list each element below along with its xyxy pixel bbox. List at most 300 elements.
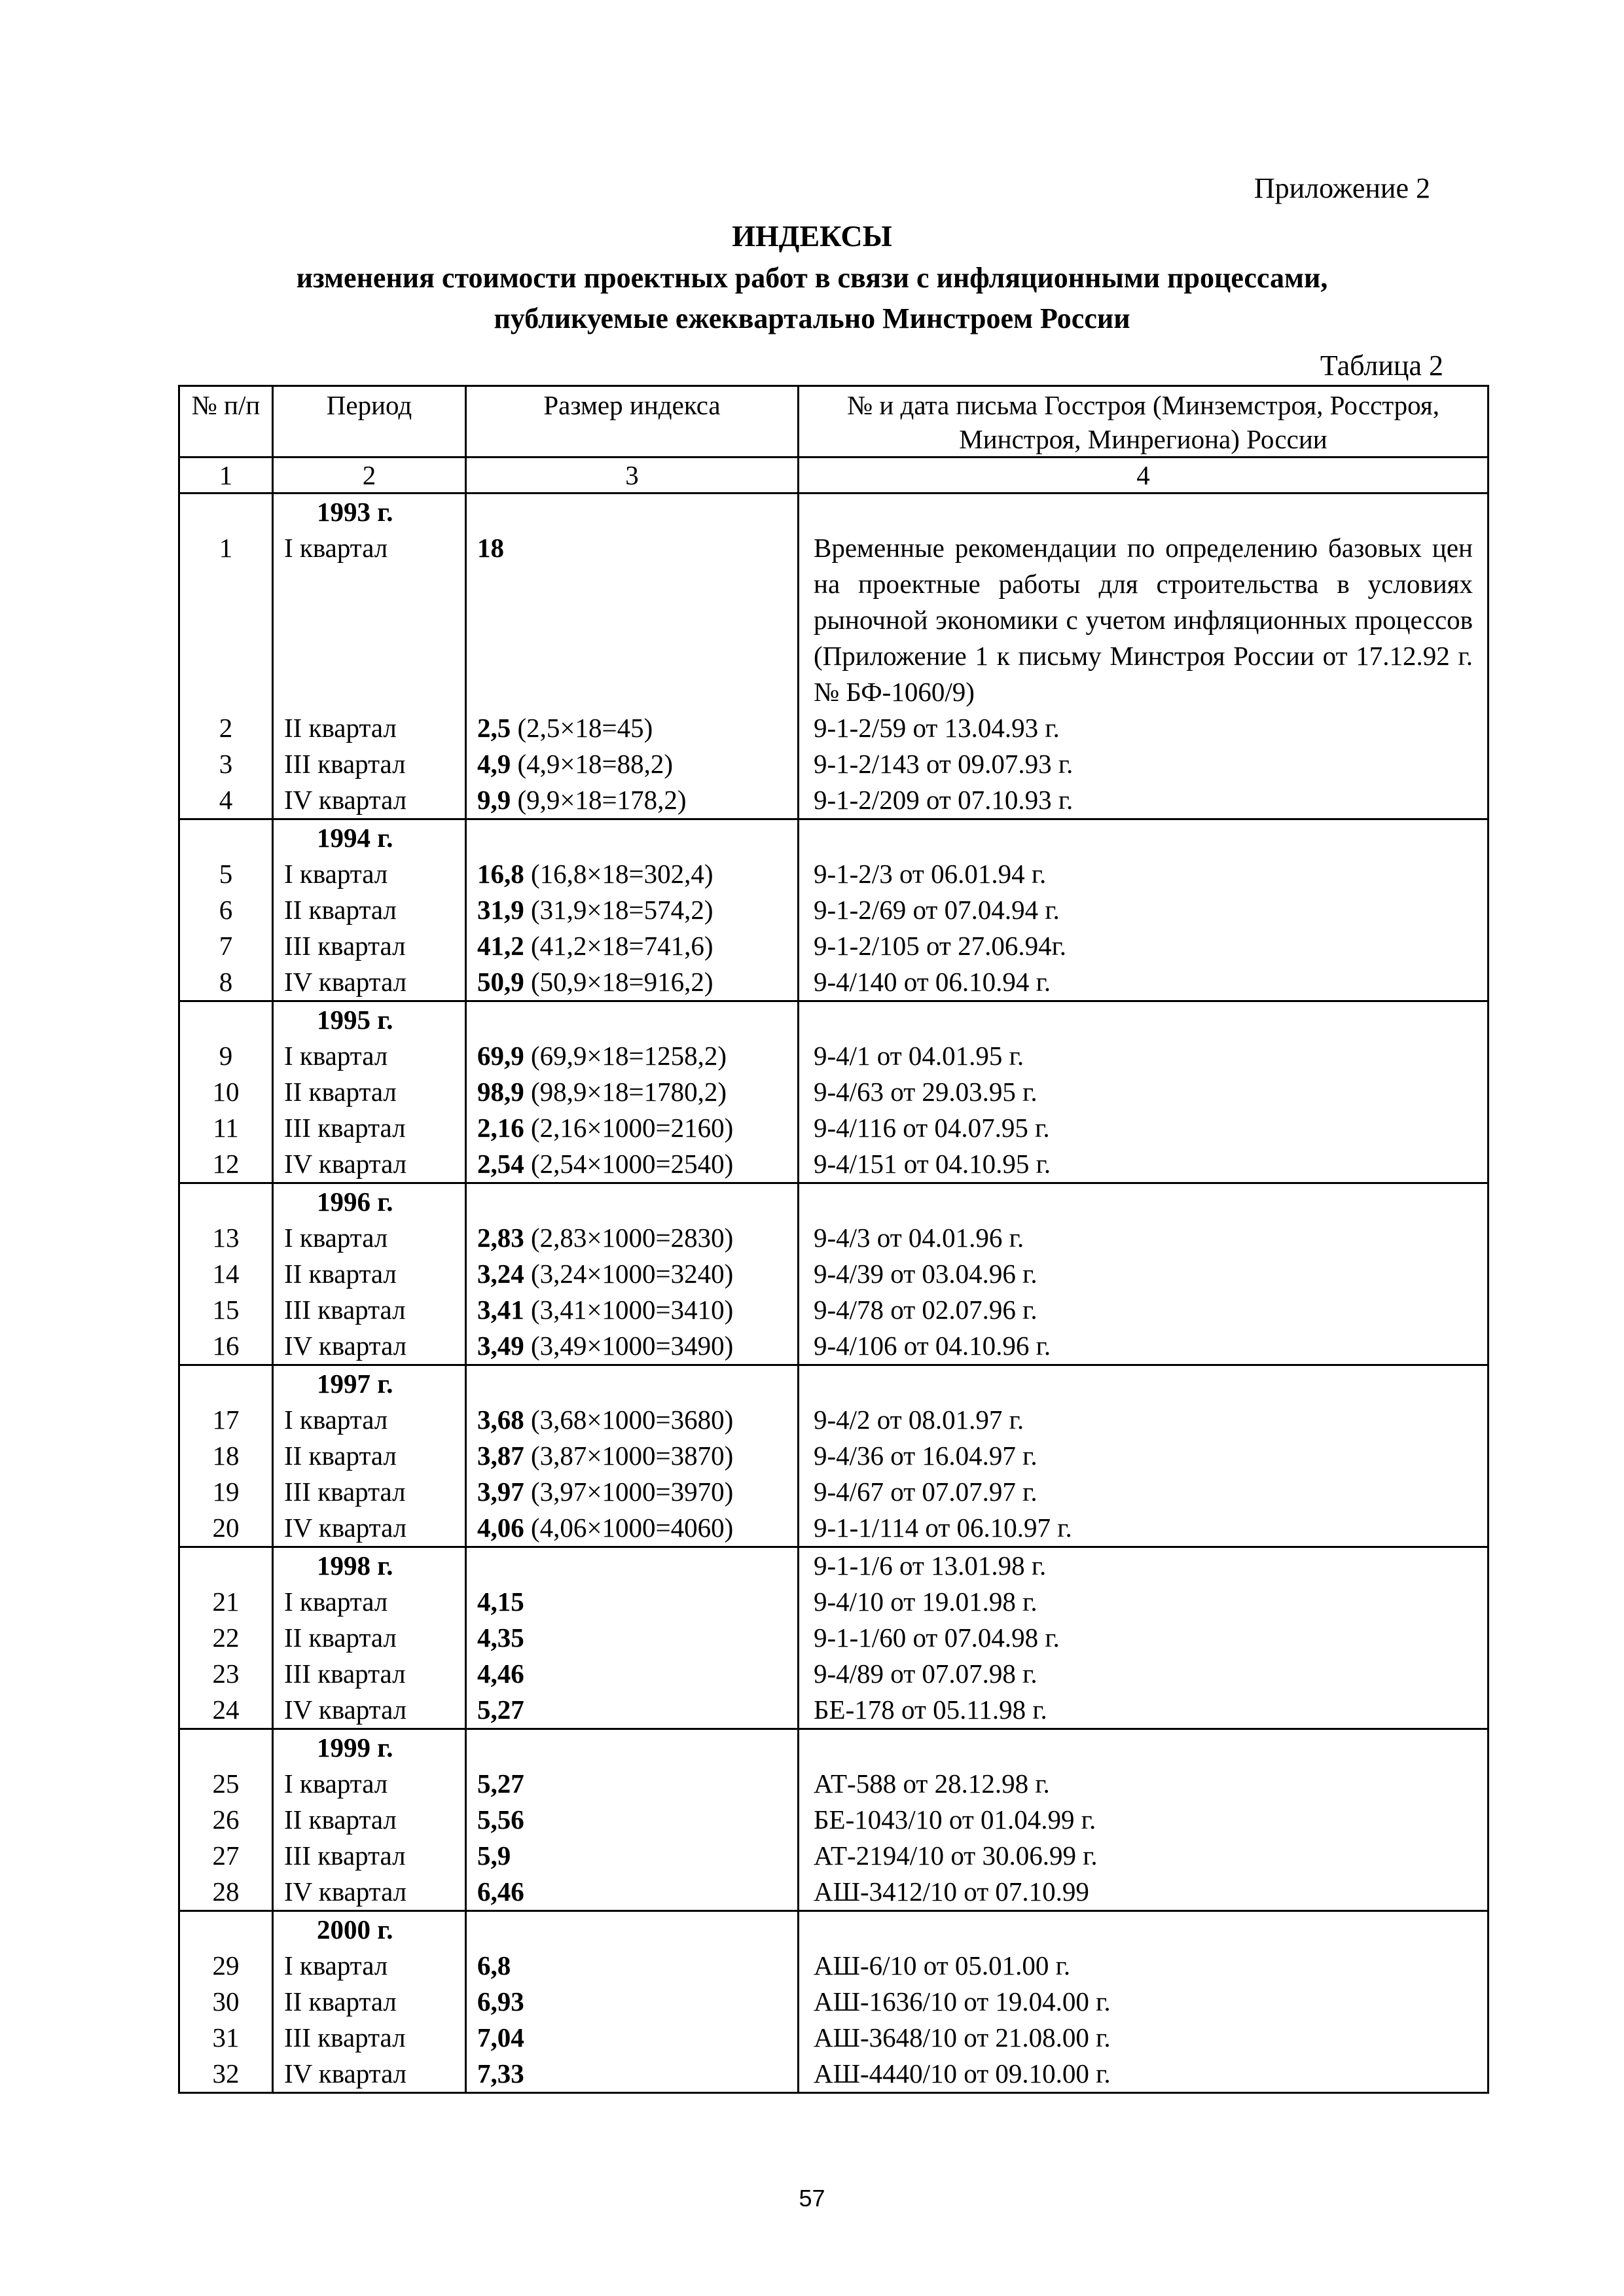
cell-letter [799,856,1489,892]
cell-index [466,1584,799,1620]
cell-index [466,1510,799,1547]
table-row [179,1292,1489,1328]
cell-letter [799,2020,1489,2056]
document-subtitle [0,258,1624,339]
index-value: 2,5 [477,713,511,743]
appendix-label: Приложение 2 [1254,172,1430,204]
year-row [179,1183,1489,1221]
cell-num [179,493,273,531]
cell-letter [799,1802,1489,1838]
index-calc: (2,83×1000=2830) [524,1223,734,1253]
index-value: 5,9 [477,1840,511,1871]
table-header-row [179,386,1489,457]
index-calc: (2,54×1000=2540) [524,1149,734,1179]
cell-period: III квартал [273,746,466,782]
index-value: 7,33 [477,2058,524,2089]
letter-text: АШ-1636/10 от 19.04.00 г. [814,1986,1111,2017]
cell-num: 16 [179,1328,273,1365]
letter-text: АШ-3648/10 от 21.08.00 г. [814,2022,1111,2053]
year-row [179,1729,1489,1767]
cell-letter [799,1328,1489,1365]
cell-index [466,1838,799,1874]
letter-text: 9-4/67 от 07.07.97 г. [814,1477,1038,1507]
cell-period: I квартал [273,1402,466,1438]
table-row [179,1584,1489,1620]
index-value: 6,93 [477,1986,524,2017]
table-row [179,2020,1489,2056]
cell-num [179,1729,273,1767]
cell-year [273,1365,466,1403]
cell-index [466,928,799,964]
letter-text: 9-4/2 от 08.01.97 г. [814,1405,1024,1435]
cell-letter [799,1584,1489,1620]
cell-num: 13 [179,1220,273,1256]
year-label: 1993 г. [317,497,393,527]
index-value: 2,54 [477,1149,524,1179]
index-value: 6,8 [477,1950,511,1981]
table-label: Таблица 2 [1320,350,1443,382]
index-value: 5,27 [477,1695,524,1725]
cell-index [466,1146,799,1183]
index-value: 18 [477,533,504,563]
letter-text: АШ-3412/10 от 07.10.99 [814,1876,1089,1907]
cell-index [466,1766,799,1802]
cell-num: 9 [179,1038,273,1074]
cell-period: III квартал [273,1292,466,1328]
cell-letter [799,1074,1489,1110]
cell-num: 6 [179,892,273,928]
cell-year [273,1547,466,1585]
year-label: 1999 г. [317,1732,393,1763]
col-number: 4 [799,457,1489,493]
cell-period: II квартал [273,710,466,746]
cell-letter [799,1911,1489,1948]
index-value: 3,24 [477,1259,524,1289]
cell-index [466,1292,799,1328]
cell-letter [799,1256,1489,1292]
cell-letter [799,1474,1489,1510]
table-row [179,530,1489,710]
letter-text: Временные рекомендации по определению базовых цен на проектные работы для строительства в условиях рыночной экономики с учетом инфляционных процессов (Приложение 1 к письму Минстроя России от 17.12.92 г. № БФ-1060/9) [814,533,1473,707]
cell-index [466,1620,799,1656]
table-row [179,1474,1489,1510]
index-value: 7,04 [477,2022,524,2053]
cell-num: 18 [179,1438,273,1474]
index-calc: (69,9×18=1258,2) [524,1041,727,1071]
year-label: 1994 г. [317,823,393,853]
cell-num: 7 [179,928,273,964]
letter-text: 9-4/106 от 04.10.96 г. [814,1331,1051,1361]
year-label: 1996 г. [317,1187,393,1217]
index-value: 2,16 [477,1113,524,1143]
year-row [179,1001,1489,1039]
cell-index [466,892,799,928]
subtitle-line-2: публикуемые ежеквартально Минстроем России [494,302,1130,334]
cell-letter [799,1729,1489,1767]
table-row [179,1402,1489,1438]
cell-period: II квартал [273,1256,466,1292]
cell-num: 23 [179,1656,273,1692]
cell-period: III квартал [273,1110,466,1146]
letter-text: 9-1-2/209 от 07.10.93 г. [814,785,1074,815]
cell-index [466,819,799,857]
index-value: 31,9 [477,895,524,925]
index-value: 3,87 [477,1441,524,1471]
table-row [179,928,1489,964]
header-num: № п/п [179,386,273,457]
cell-num: 17 [179,1402,273,1438]
letter-text: 9-1-1/114 от 06.10.97 г. [814,1513,1072,1543]
cell-letter [799,1292,1489,1328]
cell-letter [799,819,1489,857]
cell-index [466,1328,799,1365]
index-value: 5,27 [477,1768,524,1799]
cell-period: IV квартал [273,2056,466,2093]
cell-num [179,1183,273,1221]
index-value: 3,41 [477,1295,524,1325]
index-calc: (16,8×18=302,4) [524,859,713,889]
cell-index [466,1729,799,1767]
index-value: 4,15 [477,1587,524,1617]
cell-index [466,1474,799,1510]
index-calc: (98,9×18=1780,2) [524,1077,727,1107]
cell-num: 1 [179,530,273,710]
index-value: 9,9 [477,785,511,815]
cell-num [179,1547,273,1585]
index-calc: (50,9×18=916,2) [524,967,713,997]
cell-index [466,1183,799,1221]
letter-text: 9-4/36 от 16.04.97 г. [814,1441,1038,1471]
cell-num [179,1911,273,1948]
cell-num: 12 [179,1146,273,1183]
cell-index [466,530,799,710]
cell-index [466,782,799,819]
index-calc: (3,24×1000=3240) [524,1259,734,1289]
cell-letter [799,1620,1489,1656]
cell-letter [799,1838,1489,1874]
table-row [179,1146,1489,1183]
index-calc: (31,9×18=574,2) [524,895,713,925]
cell-year [273,1729,466,1767]
index-value: 41,2 [477,931,524,961]
cell-num: 31 [179,2020,273,2056]
year-row [179,1365,1489,1403]
letter-text: 9-4/1 от 04.01.95 г. [814,1041,1024,1071]
cell-index [466,1438,799,1474]
cell-letter [799,1692,1489,1729]
cell-letter: 9-1-1/6 от 13.01.98 г. [799,1547,1489,1585]
cell-index [466,1948,799,1984]
table-row [179,1110,1489,1146]
letter-text: 9-4/39 от 03.04.96 г. [814,1259,1038,1289]
cell-index [466,1365,799,1403]
index-calc: (41,2×18=741,6) [524,931,713,961]
cell-num: 3 [179,746,273,782]
year-row [179,1547,1489,1585]
cell-period: IV квартал [273,1692,466,1729]
cell-letter [799,1510,1489,1547]
cell-index [466,1874,799,1911]
cell-period: II квартал [273,1802,466,1838]
letter-text: 9-1-2/3 от 06.01.94 г. [814,859,1047,889]
cell-num: 15 [179,1292,273,1328]
cell-letter [799,493,1489,531]
index-value: 16,8 [477,859,524,889]
table-row [179,1692,1489,1729]
table-row [179,710,1489,746]
cell-letter [799,1220,1489,1256]
cell-num: 11 [179,1110,273,1146]
column-numbers-row [179,457,1489,493]
cell-num [179,1001,273,1039]
subtitle-line-1: изменения стоимости проектных работ в связи с инфляционными процессами, [296,262,1328,294]
col-number: 3 [466,457,799,493]
cell-letter [799,746,1489,782]
header-index: Размер индекса [466,386,799,457]
letter-text: 9-4/116 от 04.07.95 г. [814,1113,1050,1143]
cell-letter [799,1110,1489,1146]
cell-letter [799,1438,1489,1474]
letter-text: 9-1-2/143 от 09.07.93 г. [814,749,1074,779]
cell-index [466,1802,799,1838]
cell-index [466,1911,799,1948]
cell-num: 24 [179,1692,273,1729]
cell-period: IV квартал [273,782,466,819]
cell-period: I квартал [273,530,466,710]
index-value: 2,83 [477,1223,524,1253]
cell-index [466,1402,799,1438]
letter-text: 9-1-2/69 от 07.04.94 г. [814,895,1060,925]
cell-letter [799,782,1489,819]
cell-letter [799,1183,1489,1221]
cell-period: I квартал [273,1766,466,1802]
table-row [179,2056,1489,2093]
header-letter: № и дата письма Госстроя (Минземстроя, Росстроя, Минстроя, Минрегиона) России [799,386,1489,457]
index-calc: (2,5×18=45) [511,713,653,743]
cell-letter [799,1948,1489,1984]
table-row [179,1948,1489,1984]
cell-period: III квартал [273,928,466,964]
cell-period: IV квартал [273,1328,466,1365]
letter-text: 9-1-1/60 от 07.04.98 г. [814,1623,1060,1653]
cell-num: 5 [179,856,273,892]
index-value: 50,9 [477,967,524,997]
cell-num: 27 [179,1838,273,1874]
cell-num [179,1365,273,1403]
index-calc: (9,9×18=178,2) [511,785,687,815]
table-row [179,1256,1489,1292]
cell-period: II квартал [273,892,466,928]
cell-num: 32 [179,2056,273,2093]
cell-index [466,1547,799,1585]
year-row [179,1911,1489,1948]
cell-num: 26 [179,1802,273,1838]
page-number: 57 [799,2185,825,2212]
cell-period: III квартал [273,1838,466,1874]
cell-letter [799,1402,1489,1438]
letter-text: АШ-4440/10 от 09.10.00 г. [814,2058,1111,2089]
table-row [179,1438,1489,1474]
table-row [179,892,1489,928]
index-calc: (3,49×1000=3490) [524,1331,734,1361]
cell-index [466,746,799,782]
index-calc: (4,9×18=88,2) [511,749,674,779]
cell-year [273,493,466,531]
cell-index [466,964,799,1001]
cell-num: 14 [179,1256,273,1292]
cell-num: 19 [179,1474,273,1510]
cell-index [466,2056,799,2093]
cell-num: 4 [179,782,273,819]
index-calc: (3,68×1000=3680) [524,1405,734,1435]
cell-num: 21 [179,1584,273,1620]
cell-period: II квартал [273,1438,466,1474]
table-row [179,1220,1489,1256]
cell-index [466,710,799,746]
cell-period: I квартал [273,856,466,892]
letter-text: 9-4/78 от 02.07.96 г. [814,1295,1038,1325]
cell-year [273,819,466,857]
cell-year [273,1183,466,1221]
cell-letter [799,928,1489,964]
table-row [179,782,1489,819]
cell-letter [799,2056,1489,2093]
cell-num: 22 [179,1620,273,1656]
header-period: Период [273,386,466,457]
col-number: 1 [179,457,273,493]
table-row [179,964,1489,1001]
year-label: 1998 г. [317,1551,393,1581]
cell-letter [799,1365,1489,1403]
table-row [179,1802,1489,1838]
cell-num: 8 [179,964,273,1001]
index-calc: (3,41×1000=3410) [524,1295,734,1325]
cell-period: IV квартал [273,1510,466,1547]
letter-text: 9-4/89 от 07.07.98 г. [814,1659,1038,1689]
cell-index [466,2020,799,2056]
letter-text: 9-4/10 от 19.01.98 г. [814,1587,1038,1617]
letter-text: АШ-6/10 от 05.01.00 г. [814,1950,1071,1981]
cell-period: IV квартал [273,964,466,1001]
cell-letter [799,964,1489,1001]
cell-letter [799,1001,1489,1039]
cell-num [179,819,273,857]
table-row [179,1874,1489,1911]
table-row [179,1838,1489,1874]
cell-index [466,1220,799,1256]
letter-text: 9-1-2/105 от 27.06.94г. [814,931,1067,961]
index-calc: (3,97×1000=3970) [524,1477,734,1507]
year-label: 1997 г. [317,1369,393,1399]
index-value: 98,9 [477,1077,524,1107]
cell-period: IV квартал [273,1146,466,1183]
cell-period: I квартал [273,1948,466,1984]
table-row [179,856,1489,892]
table-row [179,746,1489,782]
index-value: 4,06 [477,1513,524,1543]
cell-index [466,1038,799,1074]
year-label: 1995 г. [317,1005,393,1035]
cell-letter [799,1146,1489,1183]
index-value: 6,46 [477,1876,524,1907]
index-calc: (4,06×1000=4060) [524,1513,734,1543]
cell-year [273,1001,466,1039]
cell-period: IV квартал [273,1874,466,1911]
letter-text: БЕ-1043/10 от 01.04.99 г. [814,1804,1096,1835]
cell-period: III квартал [273,2020,466,2056]
cell-year [273,1911,466,1948]
index-value: 5,56 [477,1804,524,1835]
col-number: 2 [273,457,466,493]
cell-period: III квартал [273,1474,466,1510]
table-row [179,1328,1489,1365]
cell-index [466,1256,799,1292]
cell-index [466,1656,799,1692]
letter-text: АТ-2194/10 от 30.06.99 г. [814,1840,1098,1871]
indices-table [178,385,1489,2094]
letter-text: АТ-588 от 28.12.98 г. [814,1768,1050,1799]
cell-letter [799,1766,1489,1802]
year-label: 2000 г. [317,1914,393,1945]
index-value: 4,46 [477,1659,524,1689]
document-title: ИНДЕКСЫ [732,219,892,253]
index-value: 4,35 [477,1623,524,1653]
cell-index [466,1074,799,1110]
cell-num: 10 [179,1074,273,1110]
letter-text: 9-1-2/59 от 13.04.93 г. [814,713,1060,743]
cell-index [466,1692,799,1729]
table-row [179,1984,1489,2020]
index-value: 3,97 [477,1477,524,1507]
cell-letter [799,1984,1489,2020]
cell-letter [799,1656,1489,1692]
cell-period: II квартал [273,1984,466,2020]
year-row [179,493,1489,531]
letter-text: 9-4/63 от 29.03.95 г. [814,1077,1038,1107]
letter-text: 9-4/140 от 06.10.94 г. [814,967,1051,997]
cell-num: 2 [179,710,273,746]
cell-num: 25 [179,1766,273,1802]
table-row [179,1620,1489,1656]
index-value: 3,68 [477,1405,524,1435]
letter-text: БЕ-178 от 05.11.98 г. [814,1695,1047,1725]
index-value: 69,9 [477,1041,524,1071]
cell-num: 20 [179,1510,273,1547]
table-row [179,1656,1489,1692]
cell-period: III квартал [273,1656,466,1692]
cell-letter [799,710,1489,746]
cell-index [466,493,799,531]
table-row [179,1074,1489,1110]
index-calc: (3,87×1000=3870) [524,1441,734,1471]
cell-index [466,1984,799,2020]
cell-letter [799,1874,1489,1911]
cell-index [466,1001,799,1039]
table-row [179,1038,1489,1074]
cell-period: II квартал [273,1074,466,1110]
table-row [179,1766,1489,1802]
index-value: 3,49 [477,1331,524,1361]
year-row [179,819,1489,857]
cell-index [466,856,799,892]
cell-num: 30 [179,1984,273,2020]
cell-num: 28 [179,1874,273,1911]
letter-text: 9-4/151 от 04.10.95 г. [814,1149,1051,1179]
cell-letter [799,1038,1489,1074]
index-calc: (2,16×1000=2160) [524,1113,734,1143]
cell-num: 29 [179,1948,273,1984]
cell-letter [799,892,1489,928]
